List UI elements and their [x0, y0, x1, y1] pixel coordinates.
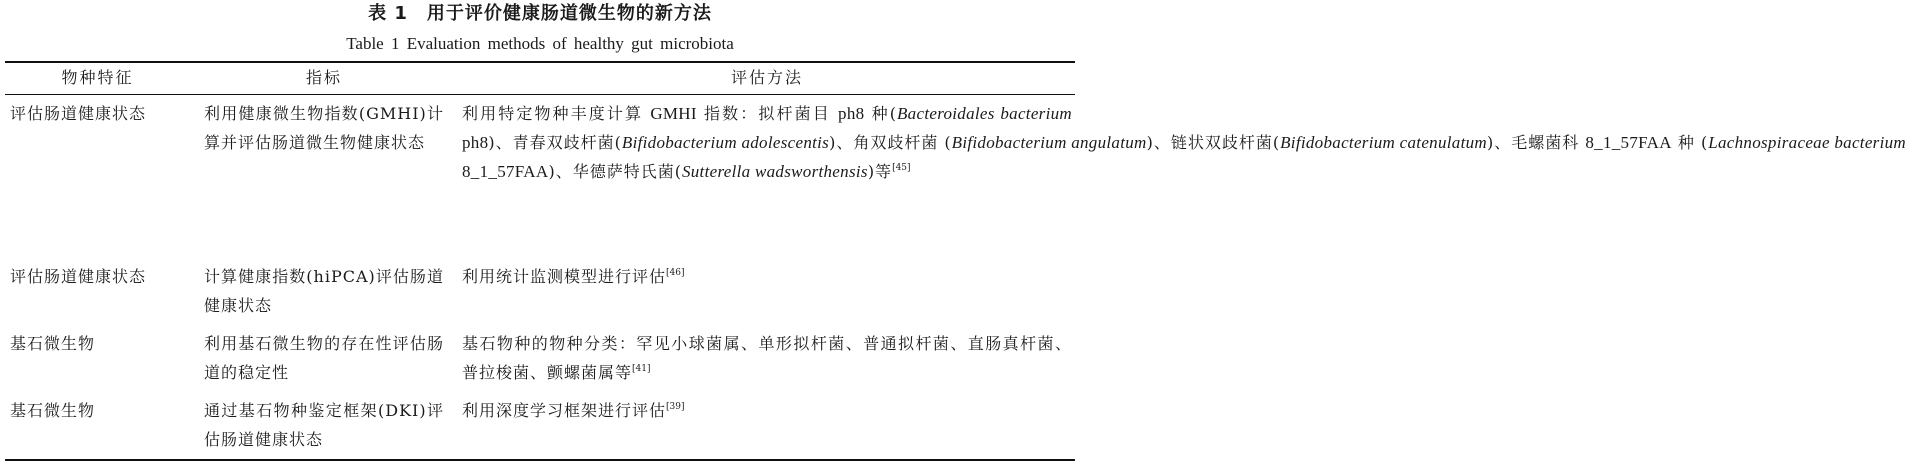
row1-method: 利用特定物种丰度计算 GMHI 指数：拟杆菌目 ph8 种(Bacteroidales bacterium ph8)、青春双歧杆菌(Bifidobacterium adolescentis)、角双歧杆菌 (Bifidobacterium angulatum)、链状双歧杆菌(Bifidobacterium catenulatum)、毛螺菌科 8_1_57FAA 种 (Lachnospiraceae bacterium 8_1_57FAA)、华德萨特氏菌(Sutterella wadsworthensis)等[45]: [462, 104, 1906, 181]
header-indicator: 指标: [305, 68, 342, 87]
citation-ref: [45]: [892, 163, 911, 173]
row2-feature: 评估肠道健康状态: [10, 267, 147, 286]
row4-indicator: 通过基石物种鉴定框架(DKI)评估肠道健康状态: [204, 401, 444, 449]
header-rule: [5, 94, 1075, 95]
header-feature: 物种特征: [61, 68, 134, 87]
top-rule: [5, 61, 1075, 63]
species-name: Bacteroidales bacterium: [897, 104, 1072, 123]
bottom-rule: [5, 459, 1075, 461]
citation-ref: [41]: [632, 364, 651, 374]
row1-indicator: 利用健康微生物指数(GMHI)计算并评估肠道微生物健康状态: [204, 104, 444, 152]
row4-method: 利用深度学习框架进行评估[39]: [462, 401, 685, 420]
row2-indicator: 计算健康指数(hiPCA)评估肠道健康状态: [204, 267, 444, 315]
species-name: Bifidobacterium adolescentis: [621, 133, 830, 152]
row4-feature: 基石微生物: [10, 401, 96, 420]
row3-feature: 基石微生物: [10, 334, 96, 353]
species-name: Bifidobacterium angulatum: [951, 133, 1147, 152]
species-name: Lachnospiraceae bacterium: [1708, 133, 1906, 152]
citation-ref: [46]: [666, 268, 685, 278]
table-title-cn: 表 1 用于评价健康肠道微生物的新方法: [368, 3, 712, 24]
row3-indicator: 利用基石微生物的存在性评估肠道的稳定性: [204, 334, 444, 382]
row2-method: 利用统计监测模型进行评估[46]: [462, 267, 685, 286]
species-name: Sutterella wadsworthensis: [681, 162, 868, 181]
species-name: Bifidobacterium catenulatum: [1280, 133, 1487, 152]
header-method: 评估方法: [730, 68, 803, 87]
citation-ref: [39]: [666, 402, 685, 412]
row1-feature: 评估肠道健康状态: [10, 104, 147, 123]
table-title-en: Table 1 Evaluation methods of healthy gut microbiota: [346, 34, 734, 53]
row3-method: 基石物种的物种分类：罕见小球菌属、单形拟杆菌、普通拟杆菌、直肠真杆菌、普拉梭菌、颤螺菌属等[41]: [462, 334, 1072, 382]
